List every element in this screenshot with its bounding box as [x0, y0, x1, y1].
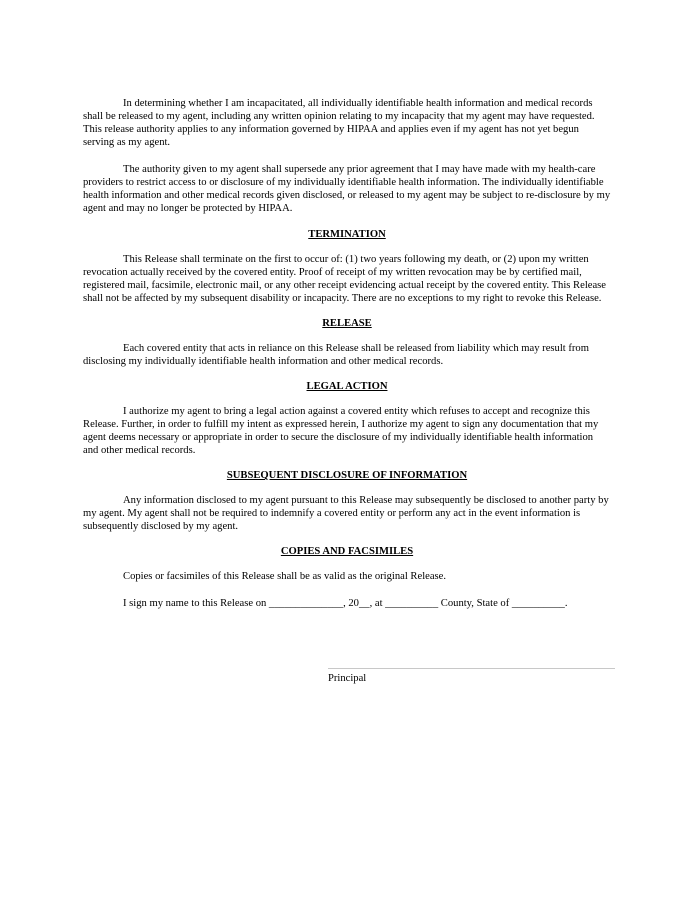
signature-line	[328, 668, 615, 669]
paragraph-authority: The authority given to my agent shall supersede any prior agreement that I may have made with my health-care providers to restrict access to or disclosure of my individually identifiable health information. The individually identifiable health information and other medical records given disclosed, or released to my agent may be subject to re-disclosure by my agent and may no longer be protected by HIPAA.	[83, 164, 611, 214]
heading-copies: COPIES AND FACSIMILES	[280, 546, 414, 557]
heading-legal-action: LEGAL ACTION	[306, 381, 388, 392]
paragraph-legal-action: I authorize my agent to bring a legal action against a covered entity which refuses to accept and recognize this Release. Further, in order to fulfill my intent as expressed herein, I authorize my agent to sign any documentation that my agent deems necessary or appropriate in order to secure the disclosure of my individually identifiable health information and other medical records.	[83, 406, 599, 456]
paragraph-subsequent-disclosure: Any information disclosed to my agent pursuant to this Release may subsequently be disclosed to another party by my agent. My agent shall not be required to indemnify a covered entity or perform any act in the event information is subsequently disclosed by my agent.	[83, 495, 609, 532]
heading-termination: TERMINATION	[308, 229, 386, 240]
heading-release: RELEASE	[322, 318, 372, 329]
signature-block	[328, 668, 615, 685]
paragraph-termination: This Release shall terminate on the first to occur of: (1) two years following my death, or (2) upon my written revocation actually received by the covered entity. Proof of receipt of my written revocation may be by certified mail, registered mail, facsimile, electronic mail, or any other receipt evidencing actual receipt by the covered entity. This Release shall not be affected by my subsequent disability or incapacity. There are no exceptions to my right to revoke this Release.	[83, 254, 606, 304]
paragraph-release: Each covered entity that acts in reliance on this Release shall be released from liability which may result from disclosing my individually identifiable health information and other medical records.	[83, 343, 589, 367]
signing-statement: I sign my name to this Release on ______________, 20__, at __________ County, State of __________.	[123, 598, 568, 609]
paragraph-copies: Copies or facsimiles of this Release shall be as valid as the original Release.	[123, 571, 447, 582]
document-body	[83, 97, 611, 610]
signature-label: Principal	[328, 673, 367, 684]
paragraph-incapacity: In determining whether I am incapacitated, all individually identifiable health information and medical records shall be released to my agent, including any written opinion relating to my incapacity that my agent may have requested. This release authority applies to any information governed by HIPAA and applies even if my agent has not yet begun serving as my agent.	[83, 98, 595, 148]
heading-subsequent-disclosure: SUBSEQUENT DISCLOSURE OF INFORMATION	[226, 470, 468, 481]
